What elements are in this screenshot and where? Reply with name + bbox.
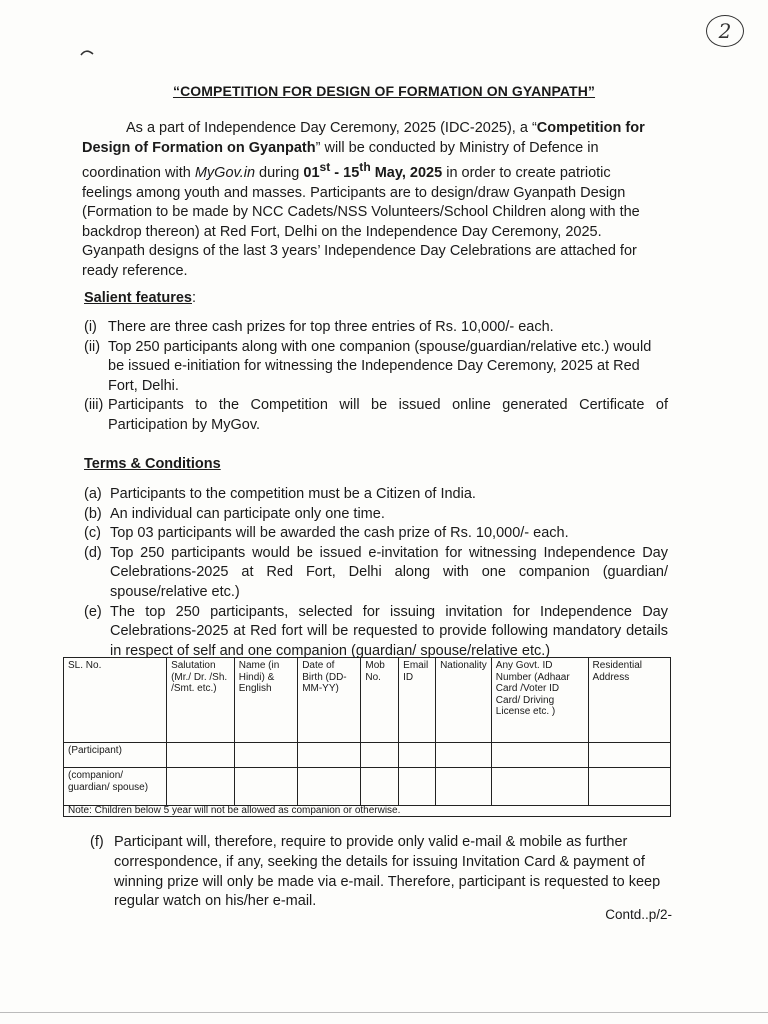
list-item (84, 338, 668, 397)
closing-paragraph (90, 833, 670, 912)
document-title: “COMPETITION FOR DESIGN OF FORMATION ON GYANPATH” (172, 83, 596, 99)
salient-features-heading (84, 290, 196, 306)
start-day-suffix: st (319, 160, 331, 175)
item-text: Participant will, therefore, require to provide only valid e-mail & mobile as further correspondence, if any, seeking the details for issuing Invitation Card & payment of winning prize will only be made via e-mail. Therefore, participant is requested to keep regular watch on his/her e-mail. (114, 834, 661, 910)
header-cell: Date of Birth (DD-MM-YY) (298, 658, 361, 743)
intro-text-2: ” will be conducted by Ministry of Defence in coordination with (82, 139, 599, 182)
table-cell (167, 743, 235, 768)
terms-heading: Terms & Conditions (84, 456, 221, 472)
intro-text-1: As a part of Independence Day Ceremony, 2025 (IDC-2025), a “ (126, 120, 537, 136)
header-cell: Any Govt. ID Number (Adhaar Card /Voter ID Card/ Driving License etc. ) (491, 658, 588, 743)
terms-list (84, 485, 668, 661)
row-label: (companion/ guardian/ spouse) (64, 768, 167, 806)
item-text: An individual can participate only one time. (110, 505, 385, 522)
table-cell (361, 743, 399, 768)
header-cell: Residential Address (588, 658, 670, 743)
salient-features-list (84, 318, 668, 436)
item-number: (d) (84, 544, 102, 561)
table-cell (399, 743, 436, 768)
item-text: The top 250 participants, selected for issuing invitation for Independence Day Celebrations-2025 at Red fort will be requested to provide following mandatory details in respect of self and one companion (guardian/ spouse/relative etc.) (110, 603, 668, 659)
continued-note: Contd..p/2- (605, 907, 672, 922)
table-row (64, 743, 671, 768)
table-cell (234, 743, 297, 768)
table-cell (234, 768, 297, 806)
item-number: (a) (84, 486, 102, 502)
intro-text-3: during (255, 165, 304, 182)
item-number: (f) (90, 834, 104, 850)
page-number: 2 (718, 19, 732, 43)
end-day-suffix: th (359, 160, 371, 175)
item-number: (b) (84, 505, 102, 522)
header-cell: Email ID (399, 658, 436, 743)
intro-text-4: in order to create patriotic feelings among youth and masses. Participants are to design/draw Gyanpath Design (Formation to be made by NCC Cadets/NSS Volunteers/School Children along with the backdrop thereon) at Red Fort, Delhi on the Independence Day Ceremony, 2025. Gyanpath designs of the last 3 years’ Independence Day Celebrations are attached for ready reference. (82, 165, 640, 279)
header-cell: SL. No. (64, 658, 167, 743)
competition-name: Competition for Design of Formation on Gyanpath (82, 120, 645, 156)
table-cell (436, 768, 492, 806)
header-cell: Salutation (Mr./ Dr. /Sh. /Smt. etc.) (167, 658, 235, 743)
item-text: There are three cash prizes for top three entries of Rs. 10,000/- each. (108, 319, 554, 335)
table-cell (361, 768, 399, 806)
item-number: (e) (84, 603, 102, 620)
details-table (63, 657, 671, 817)
row-label: (Participant) (64, 743, 167, 768)
item-number: (c) (84, 525, 101, 542)
table-cell (491, 768, 588, 806)
table-row (64, 768, 671, 806)
list-item (84, 318, 668, 338)
table-cell (298, 768, 361, 806)
table-cell (436, 743, 492, 768)
list-item (84, 505, 668, 525)
list-item (84, 544, 668, 603)
list-item (84, 396, 668, 435)
list-item (84, 485, 668, 505)
end-day: - 15 (330, 165, 360, 182)
table-note: Note: Children below 5 year will not be allowed as companion or otherwise. (64, 806, 671, 817)
salient-heading-text: Salient features (84, 290, 192, 306)
item-text: Participants to the Competition will be issued online generated Certificate of Participation by MyGov. (108, 397, 668, 433)
start-day: 01 (303, 165, 320, 182)
table-cell (399, 768, 436, 806)
corner-mark (80, 48, 94, 56)
table-cell (298, 743, 361, 768)
item-number: (iii) (84, 397, 104, 414)
salient-heading-colon: : (192, 290, 197, 306)
header-cell: Nationality (436, 658, 492, 743)
item-number: (i) (84, 319, 97, 335)
header-cell: Mob No. (361, 658, 399, 743)
competition-dates (303, 160, 443, 182)
table-header-row (64, 658, 671, 743)
table-cell (167, 768, 235, 806)
item-text: Top 250 participants along with one companion (spouse/guardian/relative etc.) would be issued e-initiation for witnessing the Independence Day Ceremony, 2025 at Red Fort, Delhi. (108, 338, 652, 394)
month-year: May, 2025 (370, 165, 443, 182)
item-text: Top 03 participants will be awarded the cash prize of Rs. 10,000/- each. (110, 525, 569, 542)
item-text: Top 250 participants would be issued e-invitation for witnessing Independence Day Celebrations-2025 at Red Fort, Delhi along with one companion (guardian/ spouse/relative etc.) (110, 544, 668, 600)
table-cell (588, 768, 670, 806)
table-cell (588, 743, 670, 768)
item-number: (ii) (84, 338, 101, 355)
page-number-circle (706, 15, 744, 47)
header-cell: Name (in Hindi) & English (234, 658, 297, 743)
page-edge-line (0, 1012, 768, 1013)
list-item (84, 603, 668, 662)
list-item (84, 524, 668, 544)
item-text: Participants to the competition must be a Citizen of India. (110, 486, 476, 502)
mygov-link-text: MyGov.in (194, 165, 256, 182)
table-cell (491, 743, 588, 768)
table-note-row (64, 806, 671, 817)
intro-paragraph (82, 119, 664, 282)
